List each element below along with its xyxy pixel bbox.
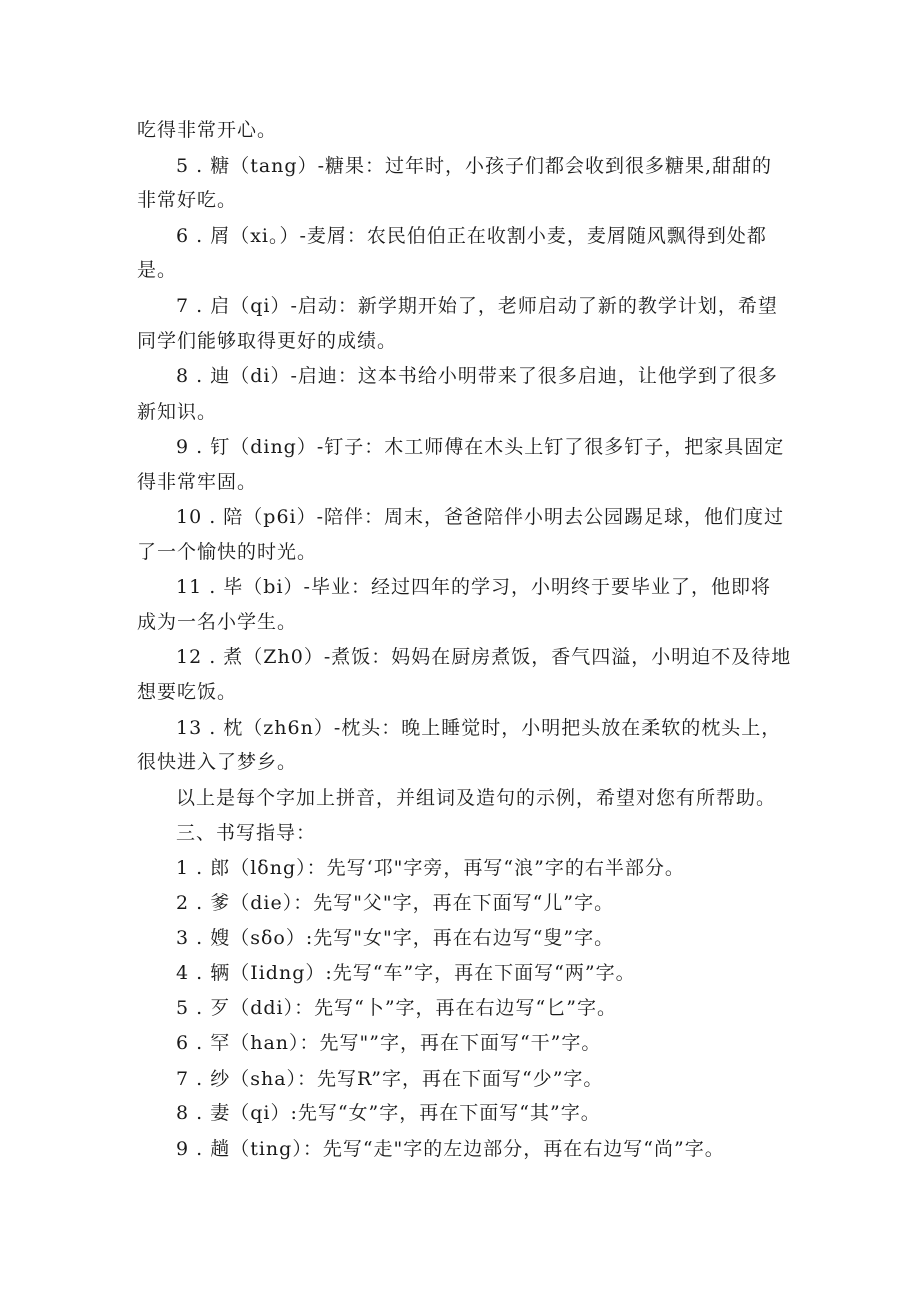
text-line: 6 . 屑（xi。）-麦屑：农民伯伯正在收割小麦，麦屑随风飘得到处都 <box>176 225 767 247</box>
text-line: 5 . 歹（ddi）：先写“卜”字，再在右边写“匕”字。 <box>176 997 617 1019</box>
text-line: 11 . 毕（bi）-毕业：经过四年的学习，小明终于要毕业了，他即将 <box>176 576 771 598</box>
text-line: 13 . 枕（zh6n）-枕头：晚上睡觉时，小明把头放在柔软的枕头上， <box>176 717 782 739</box>
text-line: 8 . 妻（qi）:先写“女”字，再在下面写“其”字。 <box>176 1102 601 1124</box>
text-line: 2 . 爹（die）：先写"父"字，再在下面写“儿”字。 <box>176 892 615 914</box>
text-line: 12 . 煮（Zh0）-煮饭：妈妈在厨房煮饭，香气四溢，小明迫不及待地 <box>176 646 792 668</box>
text-line: 了一个愉快的时光。 <box>137 541 318 563</box>
text-line: 同学们能够取得更好的成绩。 <box>137 330 398 352</box>
text-line: 9 . 钉（ding）-钉子：木工师傅在木头上钉了很多钉子，把家具固定 <box>176 436 785 458</box>
text-line: 非常好吃。 <box>137 189 238 211</box>
text-line: 3 . 嫂（sδo）:先写"女"字，再在右边写“叟”字。 <box>176 927 615 949</box>
text-line: 是。 <box>137 259 178 281</box>
text-line: 7 . 纱（sha）：先写R”字，再在下面写“少”字。 <box>176 1068 604 1090</box>
text-line: 新知识。 <box>137 401 218 423</box>
text-line: 以上是每个字加上拼音，并组词及造句的示例，希望对您有所帮助。 <box>176 787 777 809</box>
text-line: 得非常牢固。 <box>137 471 258 493</box>
text-line: 9 . 趟（ting）：先写“走"字的左边部分，再在右边写“尚”字。 <box>176 1138 725 1160</box>
text-line: 10 . 陪（p6i）-陪伴：周末，爸爸陪伴小明去公园踢足球，他们度过 <box>176 506 785 528</box>
text-line: 想要吃饭。 <box>137 681 238 703</box>
text-line: 6 . 罕（han）：先写"”字，再在下面写“干”字。 <box>176 1032 602 1054</box>
text-line: 8 . 迪（di）-启迪：这本书给小明带来了很多启迪，让他学到了很多 <box>176 365 778 387</box>
text-line: 1 . 郎（lδng）：先写‘邛"字旁，再写“浪”字的右半部分。 <box>176 857 685 879</box>
text-line: 4 . 辆（Iidng）:先写“车”字，再在下面写“两”字。 <box>176 962 636 984</box>
text-line: 7 . 启（qi）-启动：新学期开始了，老师启动了新的教学计划，希望 <box>176 295 778 317</box>
section-heading: 三、书写指导： <box>176 822 317 844</box>
text-line: 很快进入了梦乡。 <box>137 751 298 773</box>
text-line: 吃得非常开心。 <box>137 119 278 141</box>
text-line: 5 . 糖（tang）-糖果：过年时，小孩子们都会收到很多糖果,甜甜的 <box>176 155 773 177</box>
text-line: 成为一名小学生。 <box>137 611 298 633</box>
